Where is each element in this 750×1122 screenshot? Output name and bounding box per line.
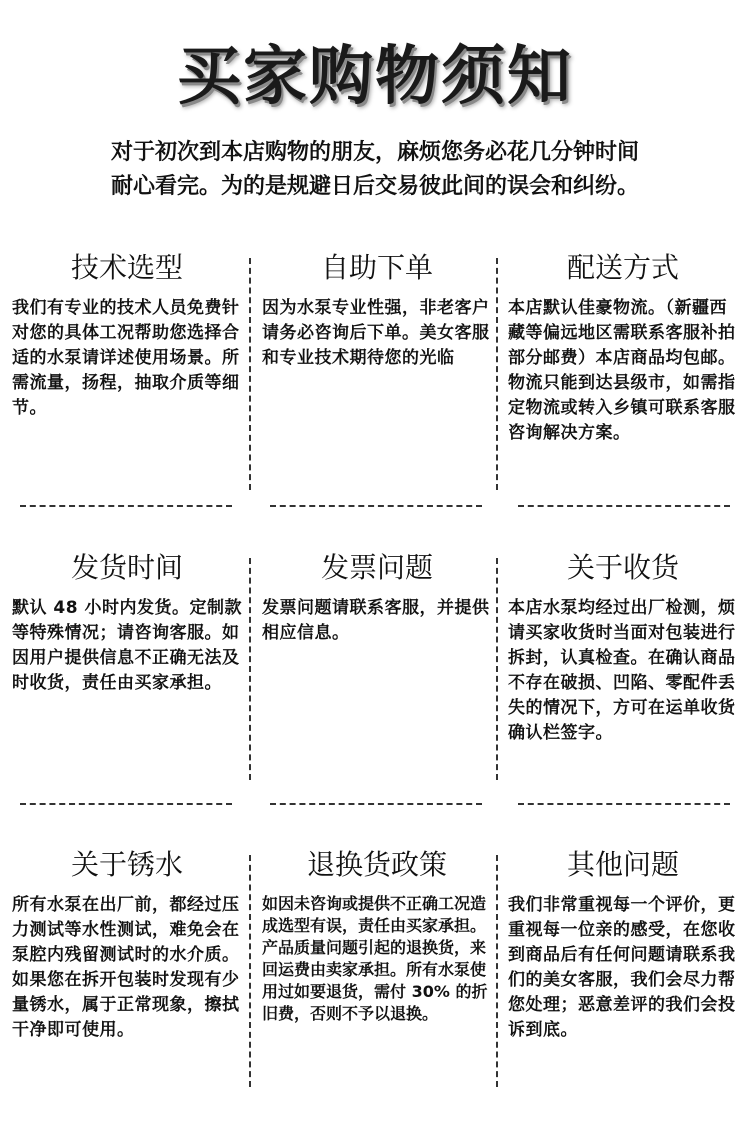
column-divider bbox=[249, 258, 251, 490]
section-receiving bbox=[508, 548, 738, 746]
section-body: 我们非常重视每一个评价，更重视每一位亲的感受，在您收到商品后有任何问题请联系我们的美女客服，我们会尽力帮您处理；恶意差评的我们会投诉到底。 bbox=[508, 895, 736, 1040]
section-invoice bbox=[262, 548, 492, 646]
section-rust-water bbox=[12, 845, 242, 1043]
row-divider bbox=[518, 803, 730, 805]
row-divider bbox=[270, 505, 482, 507]
intro-text bbox=[0, 136, 750, 204]
page-title: 买家购物须知 bbox=[177, 40, 573, 114]
section-return-policy bbox=[262, 845, 492, 1025]
section-tech-selection bbox=[12, 248, 242, 421]
column-divider bbox=[249, 855, 251, 1087]
section-shipping-time bbox=[12, 548, 242, 696]
intro-line-1: 对于初次到本店购物的朋友，麻烦您务必花几分钟时间 bbox=[110, 140, 639, 165]
row-divider bbox=[270, 803, 482, 805]
section-body: 如因未咨询或提供不正确工况造成选型有误，责任由买家承担。产品质量问题引起的退换货，来回运费由卖家承担。所有水泵使用过如要退货，需付 30% 的折旧费，否则不予以退换。 bbox=[262, 894, 488, 1023]
section-heading: 退换货政策 bbox=[306, 848, 447, 881]
section-heading: 自助下单 bbox=[320, 251, 433, 284]
section-heading: 关于收货 bbox=[566, 551, 679, 584]
row-divider bbox=[518, 505, 730, 507]
row-divider bbox=[20, 803, 232, 805]
column-divider bbox=[249, 558, 251, 780]
section-body: 本店水泵均经过出厂检测，烦请买家收货时当面对包装进行拆封，认真检查。在确认商品不存在破损、凹陷、零配件丢失的情况下，方可在运单收货确认栏签字。 bbox=[508, 598, 736, 743]
section-body: 我们有专业的技术人员免费针对您的具体工况帮助您选择合适的水泵请详述使用场景。所需流量，扬程，抽取介质等细节。 bbox=[12, 298, 240, 418]
section-heading: 其他问题 bbox=[566, 848, 679, 881]
section-heading: 发票问题 bbox=[320, 551, 433, 584]
section-self-order bbox=[262, 248, 492, 371]
section-heading: 关于锈水 bbox=[70, 848, 183, 881]
section-heading: 配送方式 bbox=[566, 251, 679, 284]
column-divider bbox=[496, 558, 498, 780]
row-divider bbox=[20, 505, 232, 507]
section-body: 本店默认佳豪物流。（新疆西藏等偏远地区需联系客服补拍部分邮费）本店商品均包邮。物流只能到达县级市，如需指定物流或转入乡镇可联系客服咨询解决方案。 bbox=[508, 298, 736, 443]
section-body: 因为水泵专业性强，非老客户请务必咨询后下单。美女客服和专业技术期待您的光临 bbox=[262, 298, 490, 368]
section-body: 发票问题请联系客服，并提供相应信息。 bbox=[262, 598, 490, 643]
section-other-issues bbox=[508, 845, 738, 1043]
section-body: 所有水泵在出厂前，都经过压力测试等水性测试，难免会在泵腔内残留测试时的水介质。如果您在拆开包装时发现有少量锈水，属于正常现象，擦拭干净即可使用。 bbox=[12, 895, 240, 1040]
column-divider bbox=[496, 855, 498, 1087]
section-body: 默认 48 小时内发货。定制款等特殊情况；请咨询客服。如因用户提供信息不正确无法及时收货，责任由买家承担。 bbox=[12, 598, 242, 693]
intro-line-2: 耐心看完。为的是规避日后交易彼此间的误会和纠纷。 bbox=[110, 174, 639, 199]
section-delivery-method bbox=[508, 248, 738, 446]
section-heading: 发货时间 bbox=[70, 551, 183, 584]
column-divider bbox=[496, 258, 498, 490]
section-heading: 技术选型 bbox=[70, 251, 183, 284]
